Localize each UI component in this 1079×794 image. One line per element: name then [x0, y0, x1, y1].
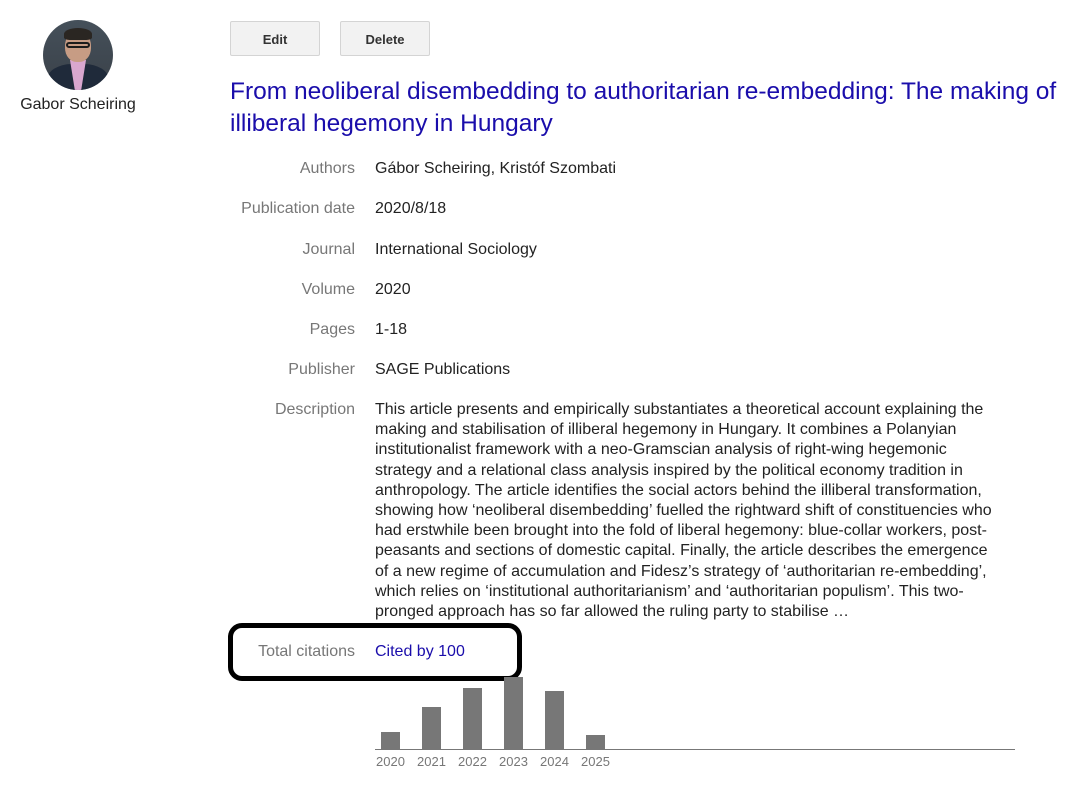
cited-by-link[interactable]: Cited by 100 [375, 643, 465, 660]
pages-value: 1-18 [375, 321, 408, 338]
journal-value: International Sociology [375, 241, 537, 258]
description-value: This article presents and empirically substantiates a theoretical account explaining the making and stabilisation of illiberal hegemony in Hungary. It combines a Polanyian institutionalist framework with a neo-Gramscian analysis of right-wing hegemonic strategy and a relational class analysis inspired by the political economy tradition in anthropology. The article identifies the social actors behind the illiberal transformation, showing how ‘neoliberal disembedding’ fuelled the rightward shift of constituencies who had erstwhile been brought into the fold of liberal hegemony: blue-collar workers, post-peasants and sections of domestic capital. Finally, the article describes the emergence of a new regime of accumulation and Fidesz’s strategy of ‘authoritarian re-embedding’, which relies on ‘institutional authoritarianism’ and ‘authoritarian populism’. This two-pronged approach has so far allowed the ruling party to stabilise … [375, 401, 992, 621]
delete-button[interactable]: Delete [340, 21, 430, 56]
year-label-2023: 2023 [499, 754, 528, 769]
year-label-2021: 2021 [417, 754, 446, 769]
authors-label: Authors [299, 160, 355, 177]
author-profile [10, 20, 146, 115]
citation-bar-2024[interactable] [545, 691, 564, 749]
year-label-2022: 2022 [458, 754, 487, 769]
publication-date-value: 2020/8/18 [375, 200, 447, 217]
authors-value: Gábor Scheiring, Kristóf Szombati [375, 160, 616, 177]
journal-label: Journal [302, 241, 355, 258]
article-title-link[interactable]: From neoliberal disembedding to authoritarian re-embedding: The making of illiberal hegemony in Hungary [230, 78, 1057, 137]
citation-bar-2025[interactable] [586, 735, 605, 749]
total-citations-label: Total citations [258, 643, 355, 660]
publication-date-label: Publication date [241, 200, 355, 217]
citations-chart [370, 672, 1020, 782]
pages-label: Pages [309, 321, 355, 338]
year-label-2020: 2020 [376, 754, 405, 769]
citation-bar-2021[interactable] [422, 707, 441, 749]
description-label: Description [274, 401, 355, 418]
volume-value: 2020 [375, 281, 411, 298]
profile-name[interactable]: Gabor Scheiring [20, 96, 136, 113]
edit-button[interactable]: Edit [230, 21, 320, 56]
publisher-label: Publisher [288, 361, 355, 378]
citation-bar-2020[interactable] [381, 732, 400, 749]
citation-bar-2022[interactable] [463, 688, 482, 749]
avatar[interactable] [43, 20, 113, 90]
volume-label: Volume [301, 281, 355, 298]
year-label-2025: 2025 [581, 754, 610, 769]
citation-bar-2023[interactable] [504, 677, 523, 749]
year-label-2024: 2024 [540, 754, 569, 769]
publisher-value: SAGE Publications [375, 361, 511, 378]
